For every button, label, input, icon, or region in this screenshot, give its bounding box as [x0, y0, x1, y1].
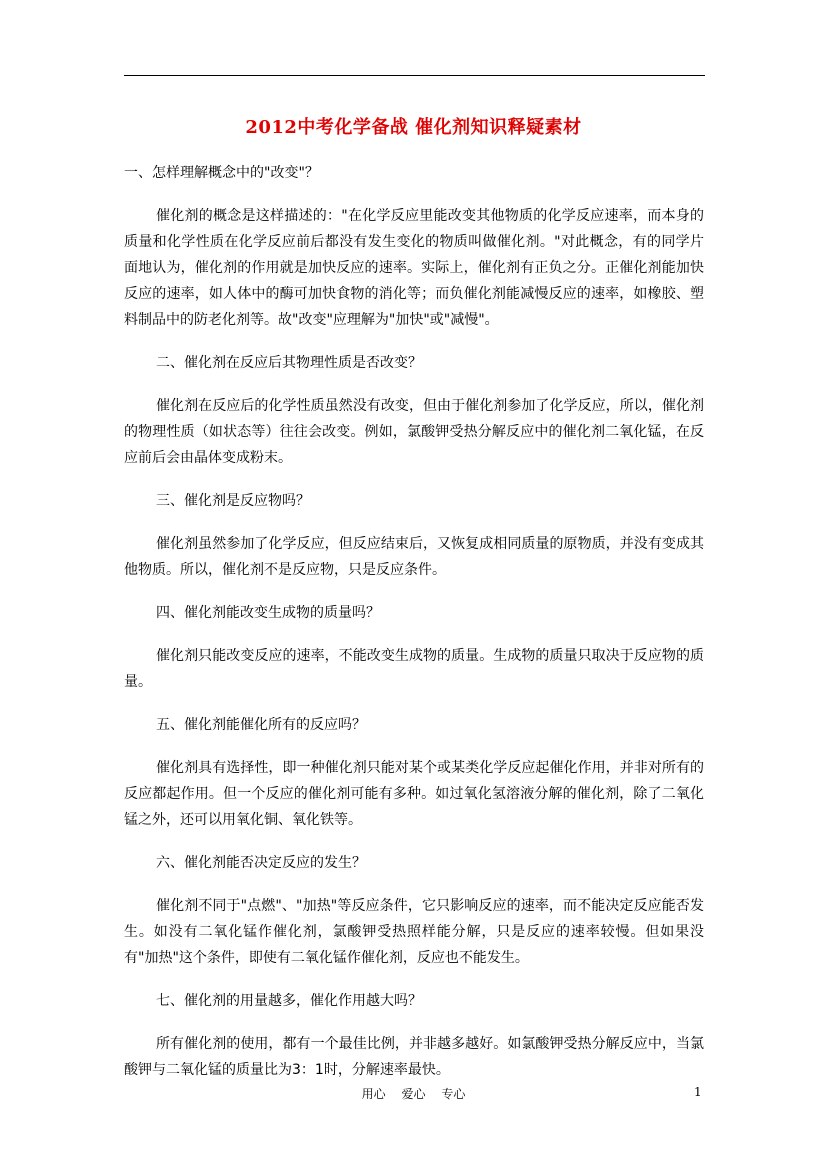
section-7-heading: 七、催化剂的用量越多，催化作用越大吗？ — [156, 993, 422, 1009]
header-rule — [124, 75, 705, 76]
section-1-heading: 一、怎样理解概念中的"改变"？ — [124, 165, 319, 181]
footer-text-2: 爱心 — [401, 1087, 426, 1101]
section-7-paragraph: 所有催化剂的使用，都有一个最佳比例，并非越多越好。如氯酸钾受热分解反应中，当氯酸钾与二氧化锰的质量比为3：1时，分解速率最快。 — [124, 1036, 704, 1078]
section-2-heading: 二、催化剂在反应后其物理性质是否改变？ — [156, 355, 422, 371]
page-number: 1 — [694, 1085, 702, 1099]
footer-text-3: 专心 — [441, 1087, 466, 1101]
document-body — [124, 160, 704, 1083]
section-4-paragraph: 催化剂只能改变反应的速率，不能改变生成物的质量。生成物的质量只取决于反应物的质量。 — [124, 648, 704, 690]
section-3-heading: 三、催化剂是反应物吗？ — [156, 493, 310, 509]
section-6-heading: 六、催化剂能否决定反应的发生？ — [156, 855, 366, 871]
page-footer — [0, 1085, 827, 1102]
section-2-paragraph: 催化剂在反应后的化学性质虽然没有改变，但由于催化剂参加了化学反应，所以，催化剂的物理性质（如状态等）往往会改变。例如，氯酸钾受热分解反应中的催化剂二氧化锰，在反应前后会由晶体变成粉末。 — [124, 398, 704, 466]
section-6-paragraph: 催化剂不同于"点燃"、"加热"等反应条件，它只影响反应的速率，而不能决定反应能否发生。如没有二氧化锰作催化剂，氯酸钾受热照样能分解，只是反应的速率较慢。但如果没有"加热"这个条件，即使有二氧化锰作催化剂，反应也不能发生。 — [124, 898, 704, 966]
section-4-heading: 四、催化剂能改变生成物的质量吗？ — [156, 605, 380, 621]
section-3-paragraph: 催化剂虽然参加了化学反应，但反应结束后，又恢复成相同质量的原物质，并没有变成其他物质。所以，催化剂不是反应物，只是反应条件。 — [124, 536, 704, 578]
section-5-heading: 五、催化剂能催化所有的反应吗？ — [156, 717, 366, 733]
section-1-paragraph: 催化剂的概念是这样描述的："在化学反应里能改变其他物质的化学反应速率，而本身的质量和化学性质在化学反应前后都没有发生变化的物质叫做催化剂。"对此概念，有的同学片面地认为，催化剂的作用就是加快反应的速率。实际上，催化剂有正负之分。正催化剂能加快反应的速率，如人体中的酶可加快食物的消化等；而负催化剂能减慢反应的速率，如橡胶、塑料制品中的防老化剂等。故"改变"应理解为"加快"或"减慢"。 — [124, 208, 704, 328]
document-title: 2012中考化学备战 催化剂知识释疑素材 — [245, 117, 582, 138]
section-5-paragraph: 催化剂具有选择性，即一种催化剂只能对某个或某类化学反应起催化作用，并非对所有的反应都起作用。但一个反应的催化剂可能有多种。如过氧化氢溶液分解的催化剂，除了二氧化锰之外，还可以用氧化铜、氧化铁等。 — [124, 760, 704, 828]
footer-text-1: 用心 — [361, 1087, 386, 1101]
